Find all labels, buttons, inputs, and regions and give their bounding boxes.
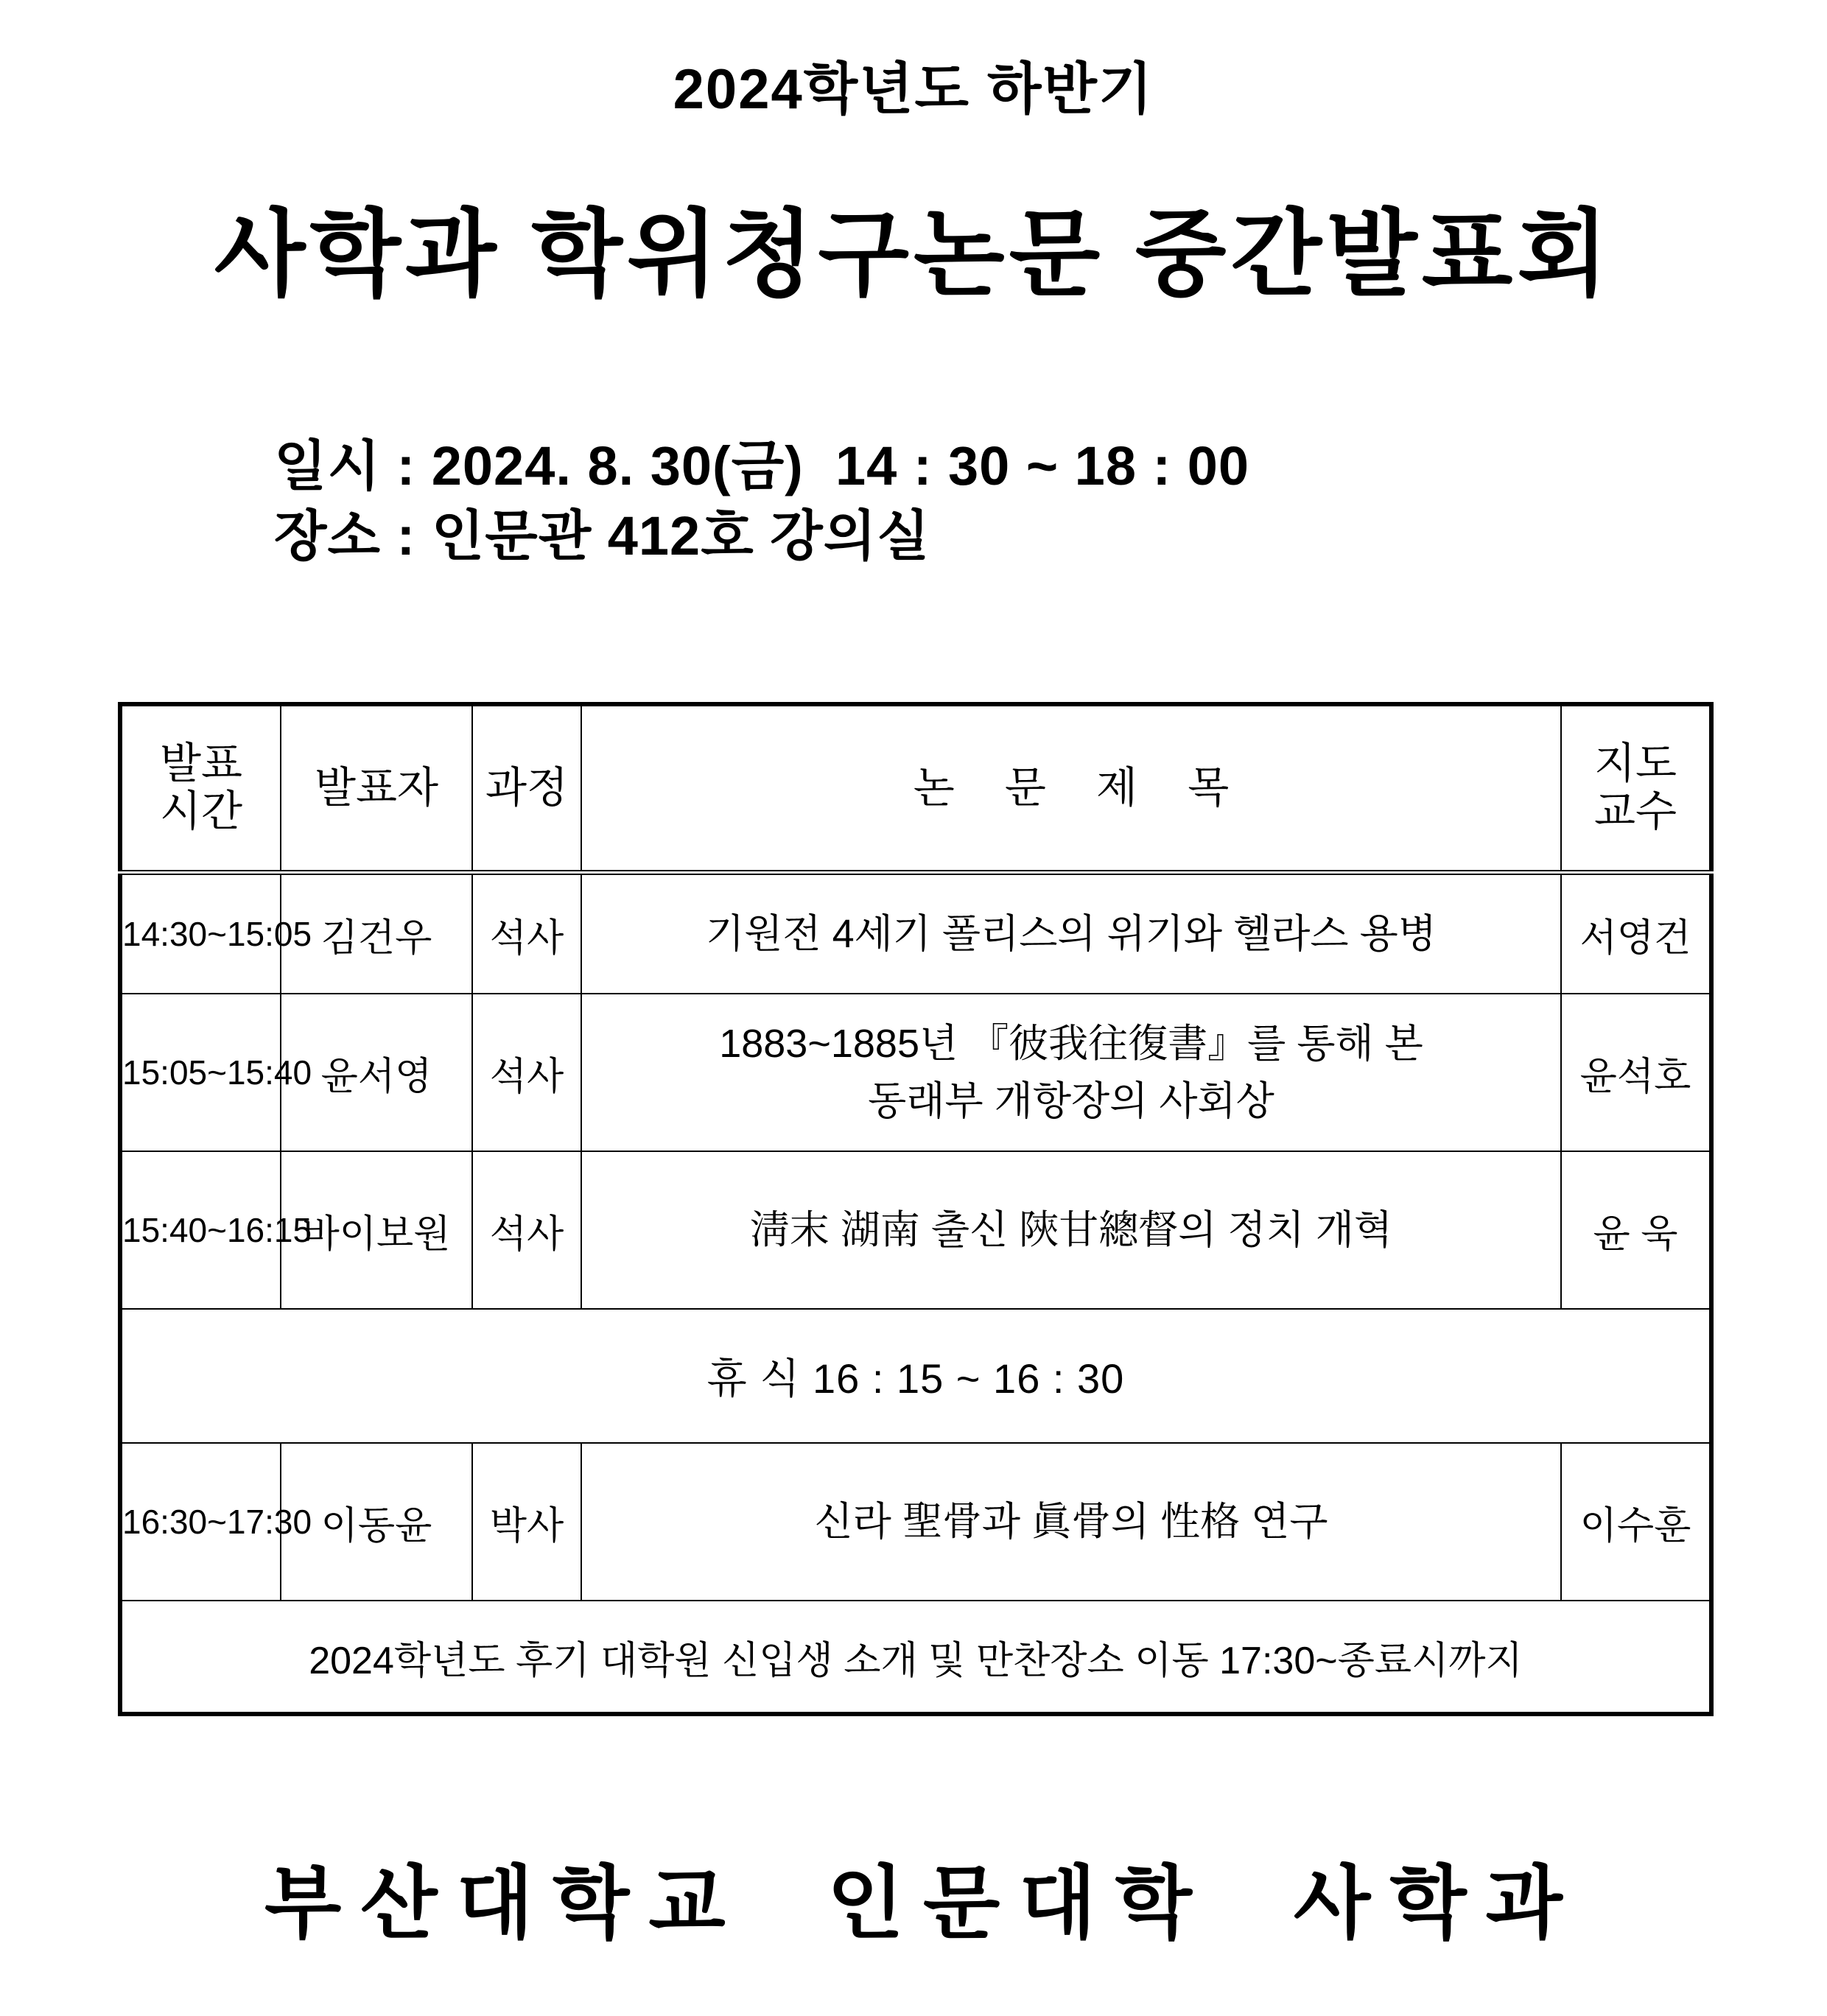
table-header-row — [120, 704, 1711, 873]
kicker-text: 2024학년도 하반기 — [673, 58, 1154, 121]
department-footer: 부산대학교 인문대학 사학과 — [264, 1858, 1582, 1947]
footer-note: 2024학년도 후기 대학원 신입생 소개 및 만찬장소 이동 17:30~종료시까지 — [120, 1601, 1711, 1714]
cell-presenter: 김건우 — [281, 873, 472, 994]
cell-paper-title: 淸末 湖南 출신 陝甘總督의 정치 개혁 — [581, 1151, 1561, 1309]
table-row — [120, 1443, 1711, 1601]
cell-paper-title: 기원전 4세기 폴리스의 위기와 헬라스 용병 — [581, 873, 1561, 994]
cell-presenter: 이동윤 — [281, 1443, 472, 1601]
cell-course: 박사 — [472, 1443, 581, 1601]
cell-presenter: 바이보원 — [281, 1151, 472, 1309]
cell-advisor: 윤석호 — [1561, 994, 1711, 1151]
cell-course: 석사 — [472, 873, 581, 994]
event-meta — [0, 302, 1827, 571]
cell-presenter: 윤서영 — [281, 994, 472, 1151]
column-header-paper-title: 논 문 제 목 — [581, 704, 1561, 873]
cell-time: 15:05~15:40 — [120, 994, 281, 1151]
column-header-time-line1: 발표 — [159, 740, 243, 788]
event-location: 장소 : 인문관 412호 강의실 — [274, 505, 930, 566]
page-title: 사학과 학위청구논문 중간발표회 — [214, 202, 1613, 307]
cell-time: 16:30~17:30 — [120, 1443, 281, 1601]
column-header-course: 과정 — [472, 704, 581, 873]
break-row — [120, 1309, 1711, 1443]
cell-paper-title: 신라 聖骨과 眞骨의 性格 연구 — [581, 1443, 1561, 1601]
cell-time: 15:40~16:15 — [120, 1151, 281, 1309]
cell-paper-title-line1: 1883~1885년 『彼我往復書』를 통해 본 — [719, 1021, 1423, 1066]
cell-course: 석사 — [472, 1151, 581, 1309]
column-header-presenter: 발표자 — [281, 704, 472, 873]
column-header-advisor-line1: 지도 — [1593, 740, 1677, 788]
column-header-advisor — [1561, 704, 1711, 873]
schedule-table — [118, 702, 1714, 1716]
cell-paper-title — [581, 994, 1561, 1151]
cell-time: 14:30~15:05 — [120, 873, 281, 994]
table-row — [120, 1151, 1711, 1309]
cell-advisor: 윤 욱 — [1561, 1151, 1711, 1309]
column-header-time — [120, 704, 281, 873]
table-row — [120, 873, 1711, 994]
break-label: 휴 식 16 : 15 ~ 16 : 30 — [120, 1309, 1711, 1443]
table-row — [120, 994, 1711, 1151]
cell-paper-title-line2: 동래부 개항장의 사회상 — [868, 1079, 1274, 1124]
cell-course: 석사 — [472, 994, 581, 1151]
schedule-table-wrapper — [0, 571, 1827, 1716]
cell-advisor: 서영건 — [1561, 873, 1711, 994]
column-header-advisor-line2: 교수 — [1593, 787, 1677, 836]
table-footer-row — [120, 1601, 1711, 1714]
cell-advisor: 이수훈 — [1561, 1443, 1711, 1601]
column-header-time-line2: 시간 — [159, 787, 243, 836]
event-datetime: 일시 : 2024. 8. 30(금) 14 : 30 ~ 18 : 00 — [274, 435, 1250, 496]
